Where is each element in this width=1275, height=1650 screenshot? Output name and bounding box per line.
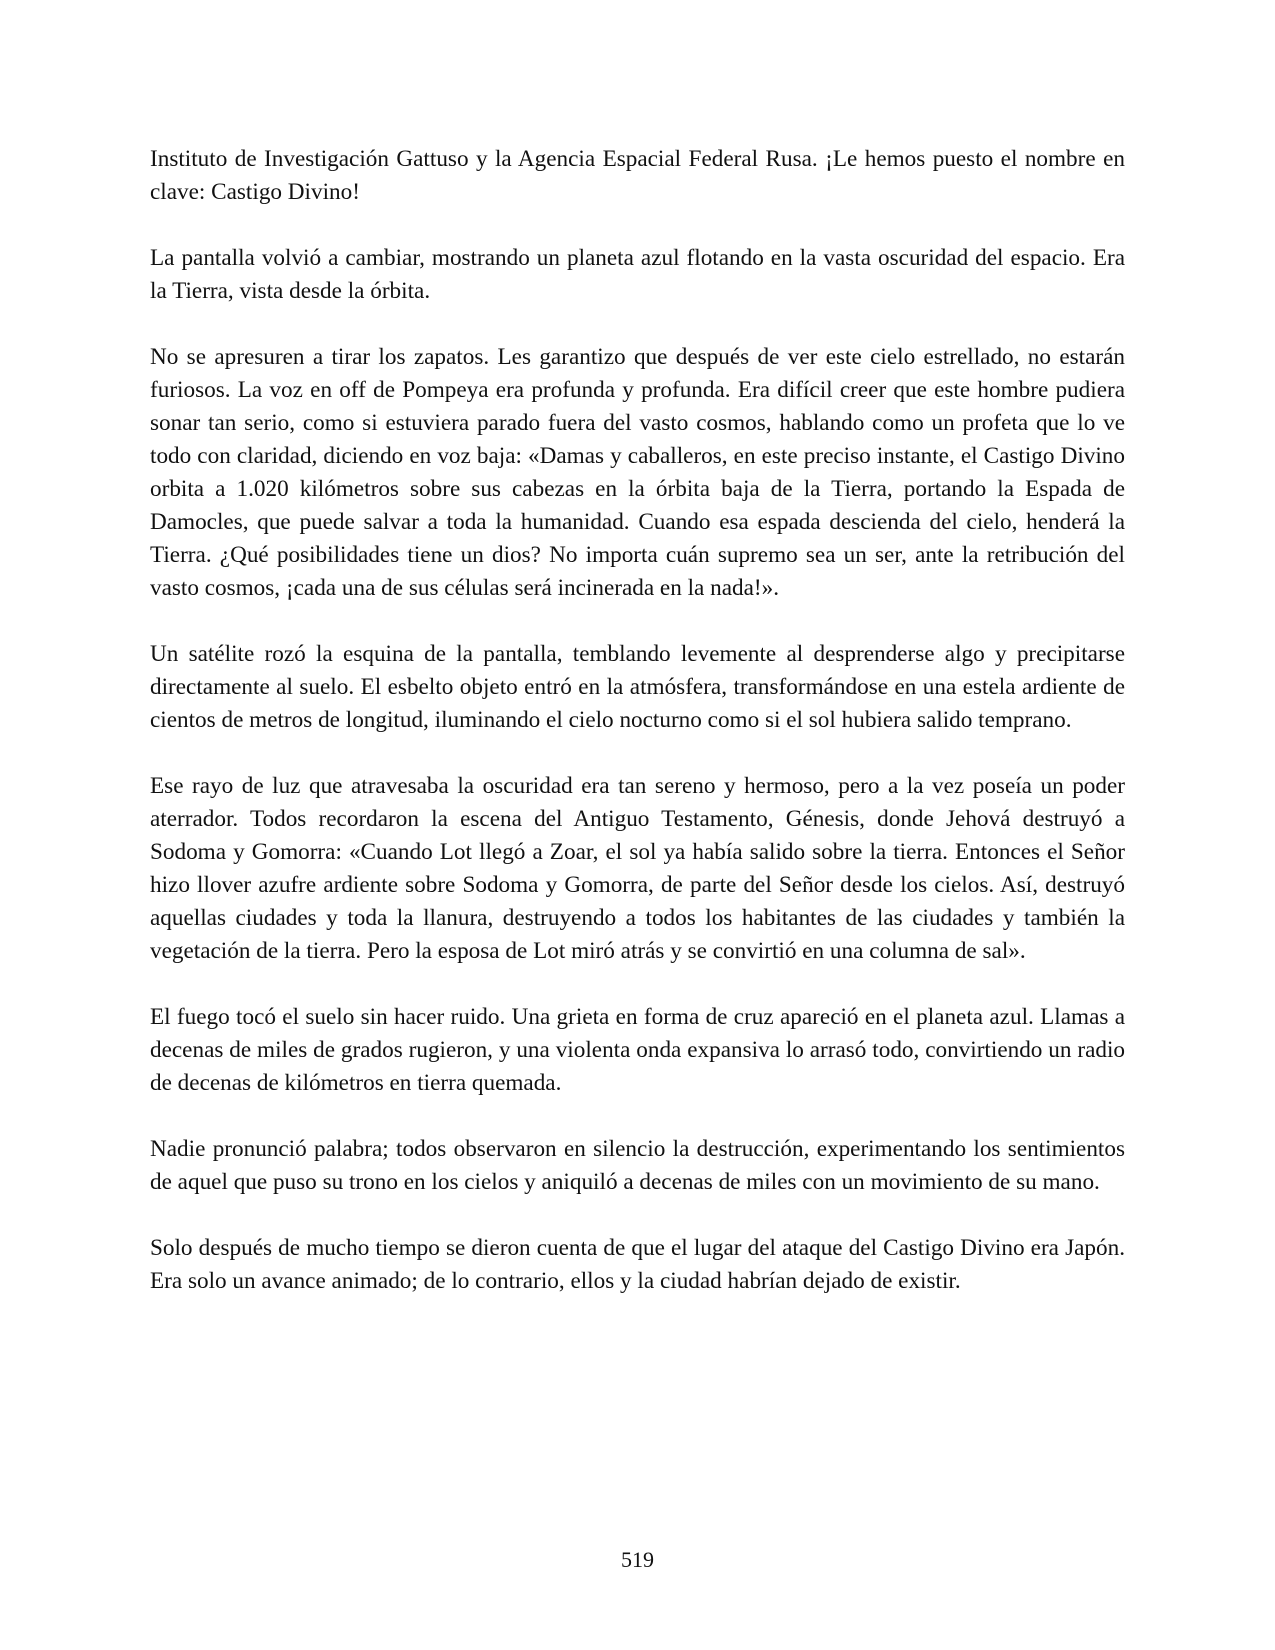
- paragraph-3: No se apresuren a tirar los zapatos. Les garantizo que después de ver este cielo estrellado, no estarán furiosos. La voz en off de Pompeya era profunda y profunda. Era difícil creer que este hombre pudiera sonar tan serio, como si estuviera parado fuera del vasto cosmos, hablando como un profeta que lo ve todo con claridad, diciendo en voz baja: «Damas y caballeros, en este preciso instante, el Castigo Divino orbita a 1.020 kilómetros sobre sus cabezas en la órbita baja de la Tierra, portando la Espada de Damocles, que puede salvar a toda la humanidad. Cuando esa espada descienda del cielo, henderá la Tierra. ¿Qué posibilidades tiene un dios? No importa cuán supremo sea un ser, ante la retribución del vasto cosmos, ¡cada una de sus células será incinerada en la nada!».: [150, 344, 1125, 601]
- paragraph-6: El fuego tocó el suelo sin hacer ruido. Una grieta en forma de cruz apareció en el planeta azul. Llamas a decenas de miles de grados rugieron, y una violenta onda expansiva lo arrasó todo, convirtiendo un radio de decenas de kilómetros en tierra quemada.: [150, 1004, 1125, 1096]
- paragraph-4: Un satélite rozó la esquina de la pantalla, temblando levemente al desprenderse algo y precipitarse directamente al suelo. El esbelto objeto entró en la atmósfera, transformándose en una estela ardiente de cientos de metros de longitud, iluminando el cielo nocturno como si el sol hubiera salido temprano.: [150, 641, 1125, 733]
- paragraph-2: La pantalla volvió a cambiar, mostrando un planeta azul flotando en la vasta oscuridad del espacio. Era la Tierra, vista desde la órbita.: [150, 245, 1125, 304]
- paragraph-7: Nadie pronunció palabra; todos observaron en silencio la destrucción, experimentando los sentimientos de aquel que puso su trono en los cielos y aniquiló a decenas de miles con un movimiento de su mano.: [150, 1136, 1125, 1195]
- paragraph-1: Instituto de Investigación Gattuso y la Agencia Espacial Federal Rusa. ¡Le hemos puesto el nombre en clave: Castigo Divino!: [150, 146, 1125, 205]
- paragraph-8: Solo después de mucho tiempo se dieron cuenta de que el lugar del ataque del Castigo Divino era Japón. Era solo un avance animado; de lo contrario, ellos y la ciudad habrían dejado de existir.: [150, 1235, 1125, 1294]
- page-number: 519: [621, 1547, 654, 1572]
- paragraph-5: Ese rayo de luz que atravesaba la oscuridad era tan sereno y hermoso, pero a la vez poseía un poder aterrador. Todos recordaron la escena del Antiguo Testamento, Génesis, donde Jehová destruyó a Sodoma y Gomorra: «Cuando Lot llegó a Zoar, el sol ya había salido sobre la tierra. Entonces el Señor hizo llover azufre ardiente sobre Sodoma y Gomorra, de parte del Señor desde los cielos. Así, destruyó aquellas ciudades y toda la llanura, destruyendo a todos los habitantes de las ciudades y también la vegetación de la tierra. Pero la esposa de Lot miró atrás y se convirtió en una columna de sal».: [150, 773, 1125, 964]
- page-body: [150, 143, 1125, 1331]
